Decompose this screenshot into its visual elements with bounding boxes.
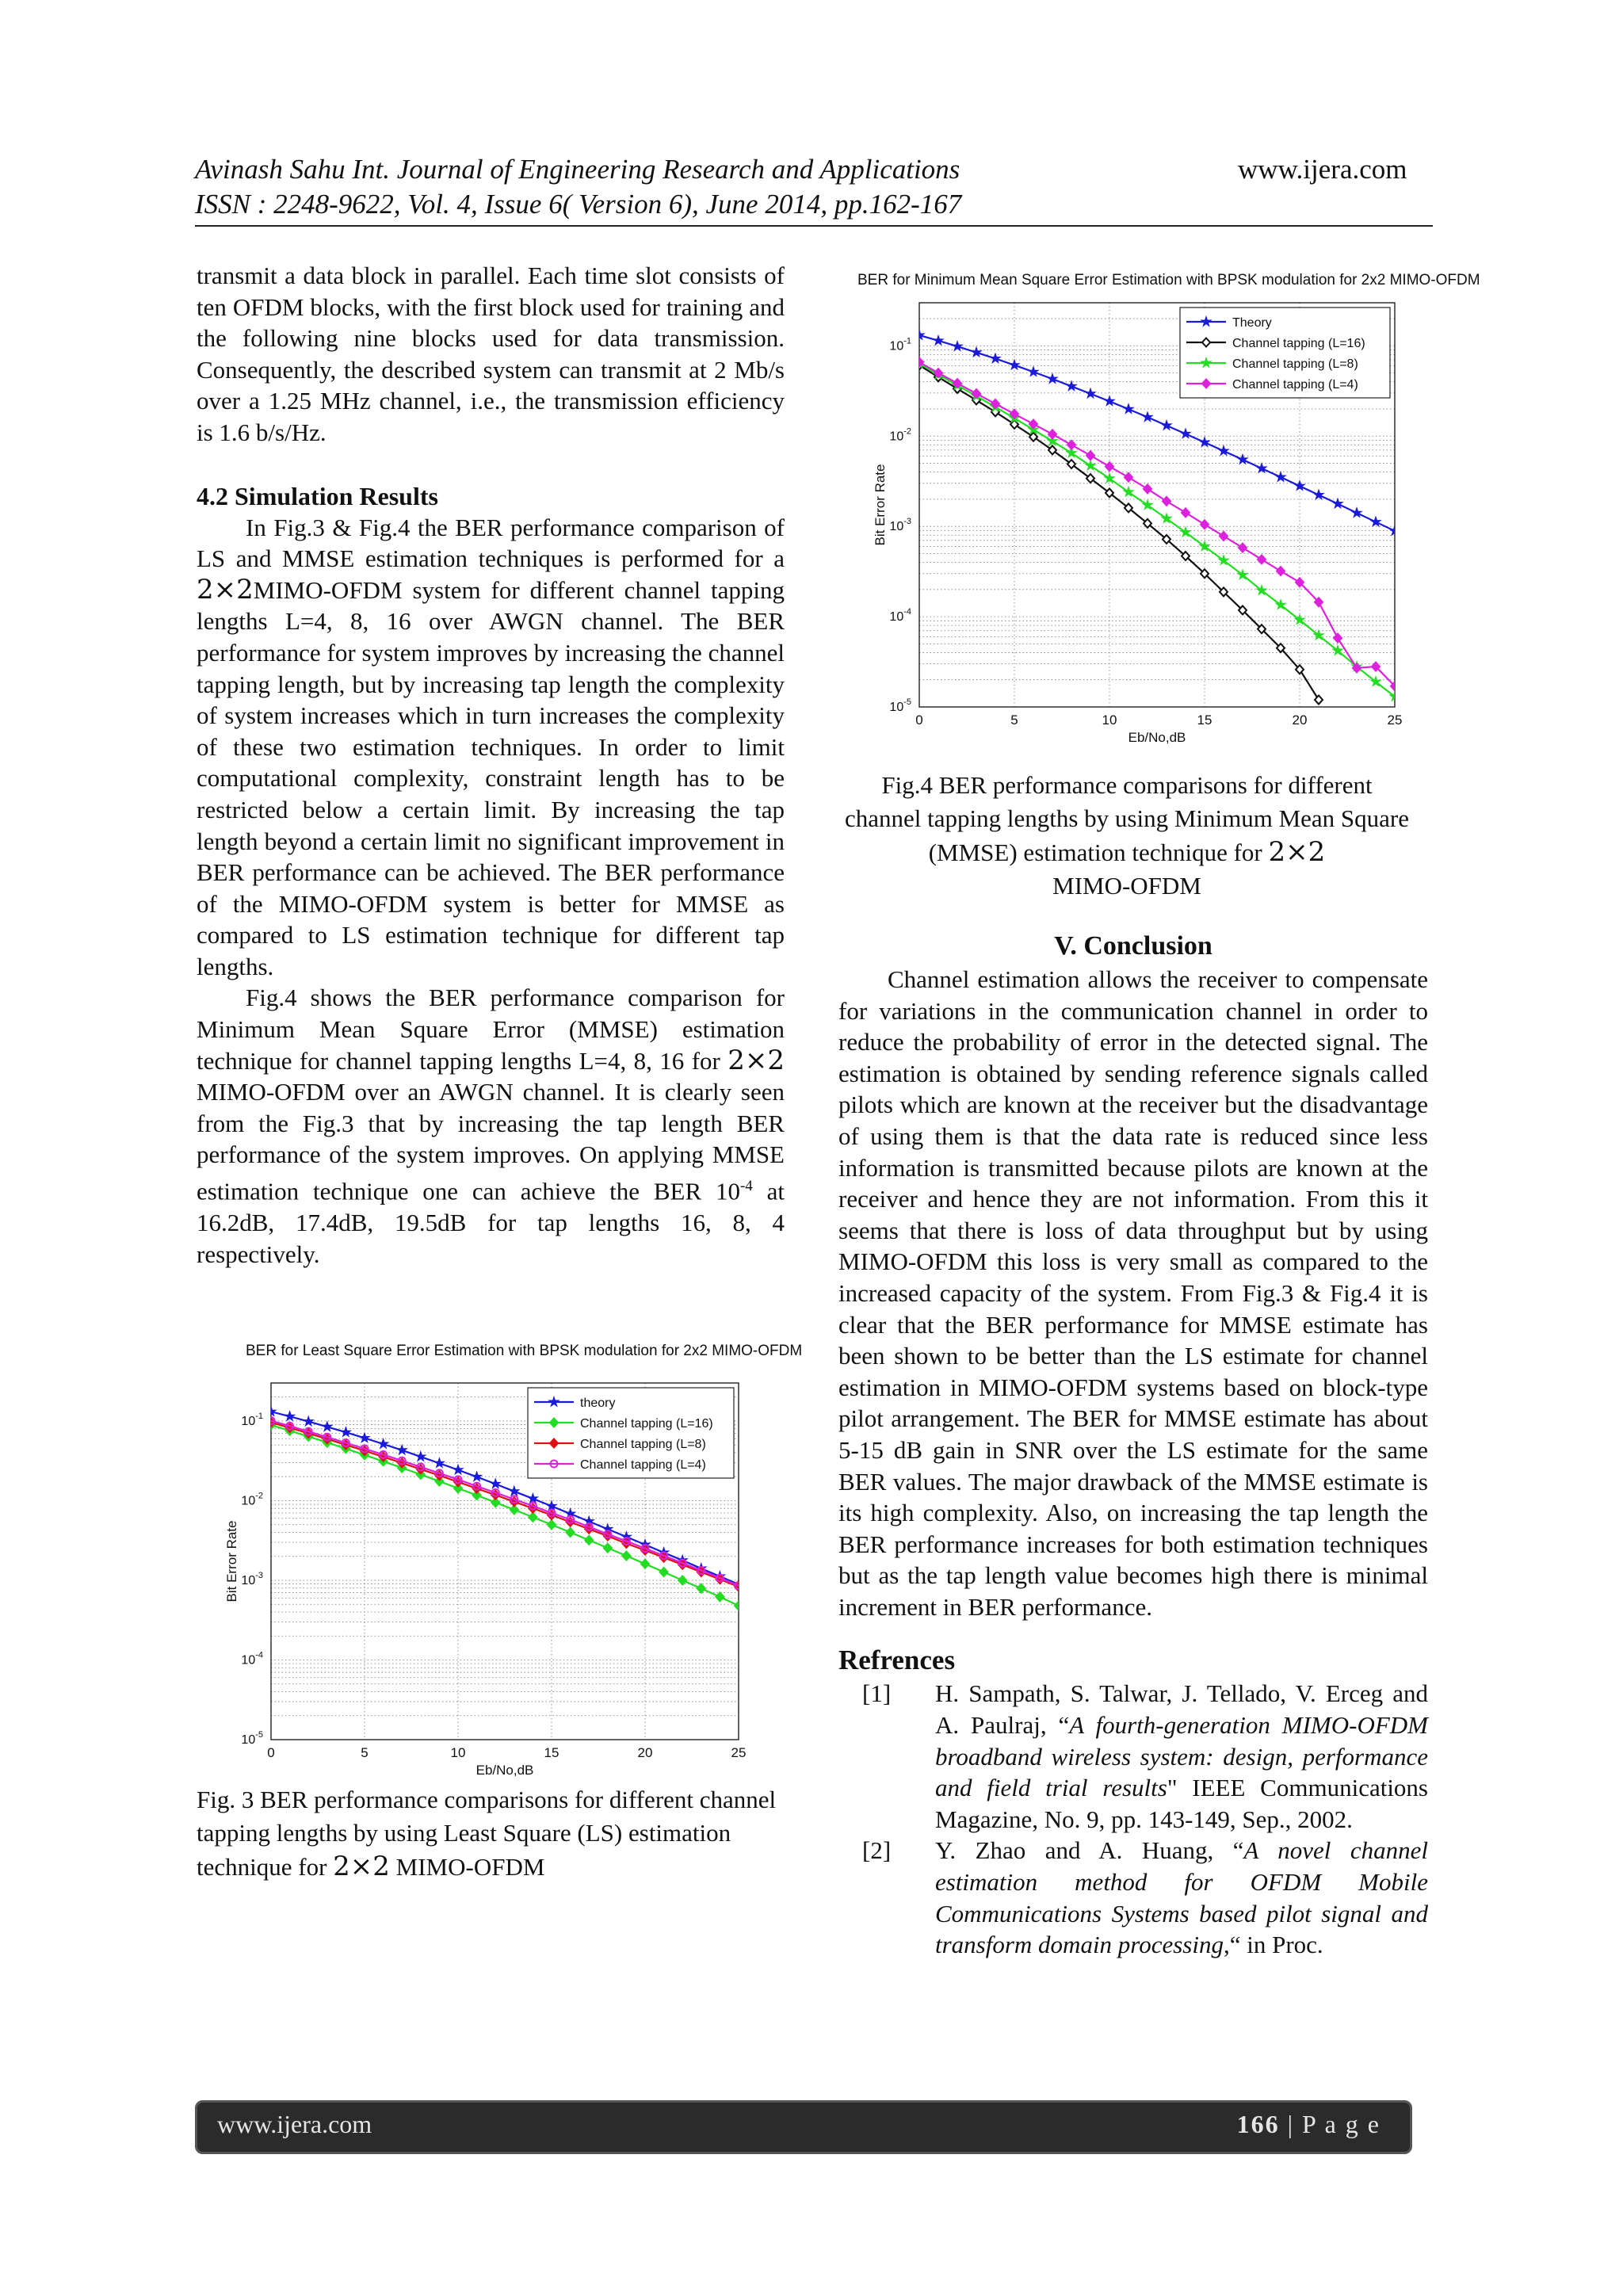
page-footer [195, 2100, 1412, 2154]
y-axis-label: Bit Error Rate [224, 1520, 239, 1603]
y-tick-label: $10^{-2}$ [889, 426, 911, 444]
data-point [1029, 367, 1038, 376]
y-tick-label: $10^{-4}$ [241, 1650, 263, 1668]
series-line [919, 363, 1395, 697]
x-tick-label: 20 [1292, 712, 1308, 728]
data-point [548, 1520, 556, 1529]
series-line [919, 362, 1395, 686]
data-point [972, 347, 981, 357]
data-point [1125, 473, 1132, 482]
series-3 [915, 358, 1400, 701]
legend-label: Channel tapping (L=4) [1232, 378, 1358, 392]
data-point [604, 1544, 612, 1553]
y-tick-label: $10^{-2}$ [241, 1491, 263, 1508]
data-point [972, 389, 980, 398]
paragraph: Fig.4 shows the BER performance comparison for Minimum Mean Square Error (MMSE) estimation technique for channel tapping lengths L=4, 8, 16 for 2×2 MIMO-OFDM over an AWGN channel. It is clearly seen from the Fig.3 that by increasing the tap length BER performance of the system improves. On applying MMSE estimation technique one can achieve the BER $10^{-4}$ at 16.2dB, 17.4dB, 19.5dB for tap lengths 16, 8, 4 respectively. [197, 984, 785, 1268]
fig3-caption: Fig. 3 BER performance comparisons for different channel tapping lengths by using Least Square (LS) estimation technique for 2×2 MIMO-OFDM [197, 1786, 777, 1882]
legend-label: Channel tapping (L=16) [1232, 337, 1365, 350]
data-point [1124, 404, 1133, 414]
journal-url[interactable]: www.ijera.com [1238, 154, 1407, 185]
data-point [323, 1422, 332, 1431]
paragraph: In Fig.3 & Fig.4 the BER performance comparison of LS and MMSE estimation techniques is performed for a 2×2MIMO-OFDM system for different channel tapping lengths L=4, 8, 16 over AWGN channel. The BER performance for system improves by increasing the channel tapping length, but by increasing tap length the complexity of system increases which in turn increases the complexity of these two estimation techniques. In order to limit computational complexity, constraint length has to be restricted below a certain limit. By increasing the tap length beyond a certain limit no significant improvement in BER performance can be achieved. The BER performance of the MIMO-OFDM system is better for MMSE as compared to LS estimation technique for different tap lengths. [197, 513, 785, 980]
data-point [528, 1493, 537, 1503]
legend-label: Channel tapping (L=16) [580, 1417, 713, 1431]
fig3-chart-title: BER for Least Square Error Estimation with BPSK modulation for 2x2 MIMO-OFDM [246, 1343, 803, 1359]
math-2x2: 2×2 [333, 1851, 390, 1882]
issn-line: ISSN : 2248-9622, Vol. 4, Issue 6( Version 6), June 2014, pp.162-167 [195, 189, 962, 220]
reference-2: [2] Y. Zhao and A. Huang, “A novel channel estimation method for OFDM Mobile Communications Systems based pilot signal and transform domain processing,“ in Proc. [862, 1836, 1428, 1959]
footer-url[interactable]: www.ijera.com [217, 2110, 372, 2138]
data-point [641, 1560, 649, 1568]
x-tick-label: 5 [361, 1745, 369, 1760]
data-point [1105, 396, 1114, 406]
data-point [567, 1528, 575, 1537]
y-tick-label: $10^{-5}$ [889, 697, 911, 714]
data-point [1352, 508, 1361, 518]
fig4-caption: Fig.4 BER performance comparisons for different channel tapping lengths by using Minimum Mean Square (MMSE) estimation technique for 2×2 MIMO-OFDM [844, 771, 1410, 900]
data-point [1086, 451, 1094, 460]
x-tick-label: 5 [1010, 712, 1018, 728]
data-point [1181, 429, 1190, 438]
reference-1: [1] H. Sampath, S. Talwar, J. Tellado, V. Erceg and A. Paulraj, “A fourth-generation MIMO-OFDM broadband wireless system: design, performance and field trial results" IEEE Communications Magazine, No. 9, pp. 143-149, Sep., 2002. [862, 1679, 1428, 1833]
data-point [622, 1552, 630, 1561]
fig3-chart [206, 1363, 777, 1783]
legend-label: Theory [1232, 316, 1272, 330]
data-point [491, 1479, 500, 1488]
x-axis-label: Eb/No,dB [475, 1763, 534, 1778]
data-point [1238, 454, 1247, 464]
data-point [1162, 420, 1171, 430]
fig4-chart [860, 293, 1415, 753]
data-point [472, 1472, 481, 1481]
fig4-chart-title: BER for Minimum Mean Square Error Estimation with BPSK modulation for 2x2 MIMO-OFDM [857, 272, 1480, 288]
data-point [678, 1576, 686, 1584]
page-number: 166 | P a g e [1236, 2110, 1381, 2138]
data-point [1219, 446, 1228, 456]
y-axis-label: Bit Error Rate [873, 464, 888, 546]
left-column [197, 260, 785, 1270]
x-tick-label: 15 [1197, 712, 1212, 728]
data-point [434, 1458, 444, 1468]
data-point [1276, 472, 1285, 482]
data-point [285, 1412, 294, 1421]
data-point [1144, 484, 1151, 493]
legend [1180, 308, 1390, 398]
data-point [1182, 508, 1190, 517]
math-2x2: 2×2 [727, 1044, 785, 1076]
header-rule [195, 225, 1433, 227]
data-point [397, 1445, 407, 1454]
legend [528, 1388, 734, 1478]
data-point [1067, 381, 1076, 391]
data-point [716, 1592, 724, 1601]
y-tick-label: $10^{-1}$ [889, 336, 911, 353]
y-tick-label: $10^{-3}$ [889, 517, 911, 534]
section-title: 4.2 Simulation Results [197, 481, 438, 510]
journal-title: Avinash Sahu Int. Journal of Engineering Research and Applications [195, 154, 960, 185]
y-tick-label: $10^{-4}$ [889, 607, 911, 625]
legend-label: Channel tapping (L=4) [580, 1458, 706, 1472]
x-tick-label: 15 [544, 1745, 559, 1760]
data-point [416, 1452, 426, 1461]
x-tick-label: 20 [637, 1745, 653, 1760]
y-tick-label: $10^{-3}$ [241, 1570, 263, 1587]
x-tick-label: 0 [267, 1745, 275, 1760]
references-title: Refrences [838, 1645, 956, 1676]
data-point [1239, 544, 1247, 552]
legend-label: theory [580, 1396, 616, 1410]
legend-label: Channel tapping (L=8) [1232, 357, 1358, 371]
conclusion-title: V. Conclusion [1054, 931, 1212, 961]
data-point [1201, 520, 1209, 529]
data-point [1143, 412, 1152, 422]
conclusion-paragraph: Channel estimation allows the receiver to compensate for variations in the communication channel in order to reduce the probability of error in the detected signal. The estimation is obtained by sending reference signals called pilots which are known at the receiver but the disadvantage of using them is that the data rate is reduced since less information is transmitted because pilots are known at the receiver and hence they are not information. From this it seems that there is loss of data throughput but by using MIMO-OFDM this loss is very small as compared to the increased capacity of the system. From Fig.3 & Fig.4 it is clear that the BER performance for MMSE estimate has been shown to be better than the LS estimate for channel estimation in MIMO-OFDM systems based on block-type pilot arrangement. The BER for MMSE estimate has about 5-15 dB gain in SNR over the LS estimate for the same BER values. The major drawback of the MMSE estimate is its high complexity. Also, on increasing the tap length the BER performance increases for both estimation techniques but as the tap length value becomes high there is minimal increment in BER performance. [838, 965, 1428, 1621]
data-point [378, 1439, 388, 1449]
data-point [1048, 430, 1056, 438]
legend-label: Channel tapping (L=8) [580, 1438, 706, 1451]
x-tick-label: 10 [450, 1745, 466, 1760]
x-tick-label: 25 [1387, 712, 1403, 728]
series-line [919, 365, 1319, 700]
right-column [838, 929, 1428, 1961]
data-point [1067, 441, 1075, 449]
math-2x2: 2×2 [197, 573, 254, 606]
data-point [1277, 567, 1285, 575]
x-tick-label: 0 [915, 712, 923, 728]
data-point [1220, 532, 1228, 541]
math-2x2: 2×2 [1268, 836, 1326, 868]
y-tick-label: $10^{-1}$ [241, 1411, 263, 1428]
data-point [953, 342, 962, 351]
paragraph: transmit a data block in parallel. Each time slot consists of ten OFDM blocks, with the first block used for training and the following nine blocks used for data transmission. Consequently, the described system can transmit at 2 Mb/s over a 1.25 MHz channel, i.e., the transmission efficiency is 1.6 b/s/Hz. [197, 262, 785, 446]
y-tick-label: $10^{-5}$ [241, 1730, 263, 1747]
data-point [1086, 388, 1095, 398]
data-point [304, 1416, 313, 1426]
data-point [585, 1536, 593, 1545]
data-point [1163, 497, 1170, 506]
data-point [529, 1513, 537, 1522]
data-point [660, 1568, 668, 1576]
x-tick-label: 10 [1102, 712, 1117, 728]
data-point [510, 1486, 519, 1496]
data-point [934, 335, 943, 345]
data-point [1257, 464, 1266, 473]
x-axis-label: Eb/No,dB [1128, 730, 1186, 745]
x-tick-label: 25 [731, 1745, 747, 1760]
data-point [735, 1602, 743, 1610]
data-point [1333, 499, 1342, 508]
data-point [697, 1584, 705, 1593]
data-point [1371, 517, 1381, 526]
data-point [1314, 490, 1323, 499]
